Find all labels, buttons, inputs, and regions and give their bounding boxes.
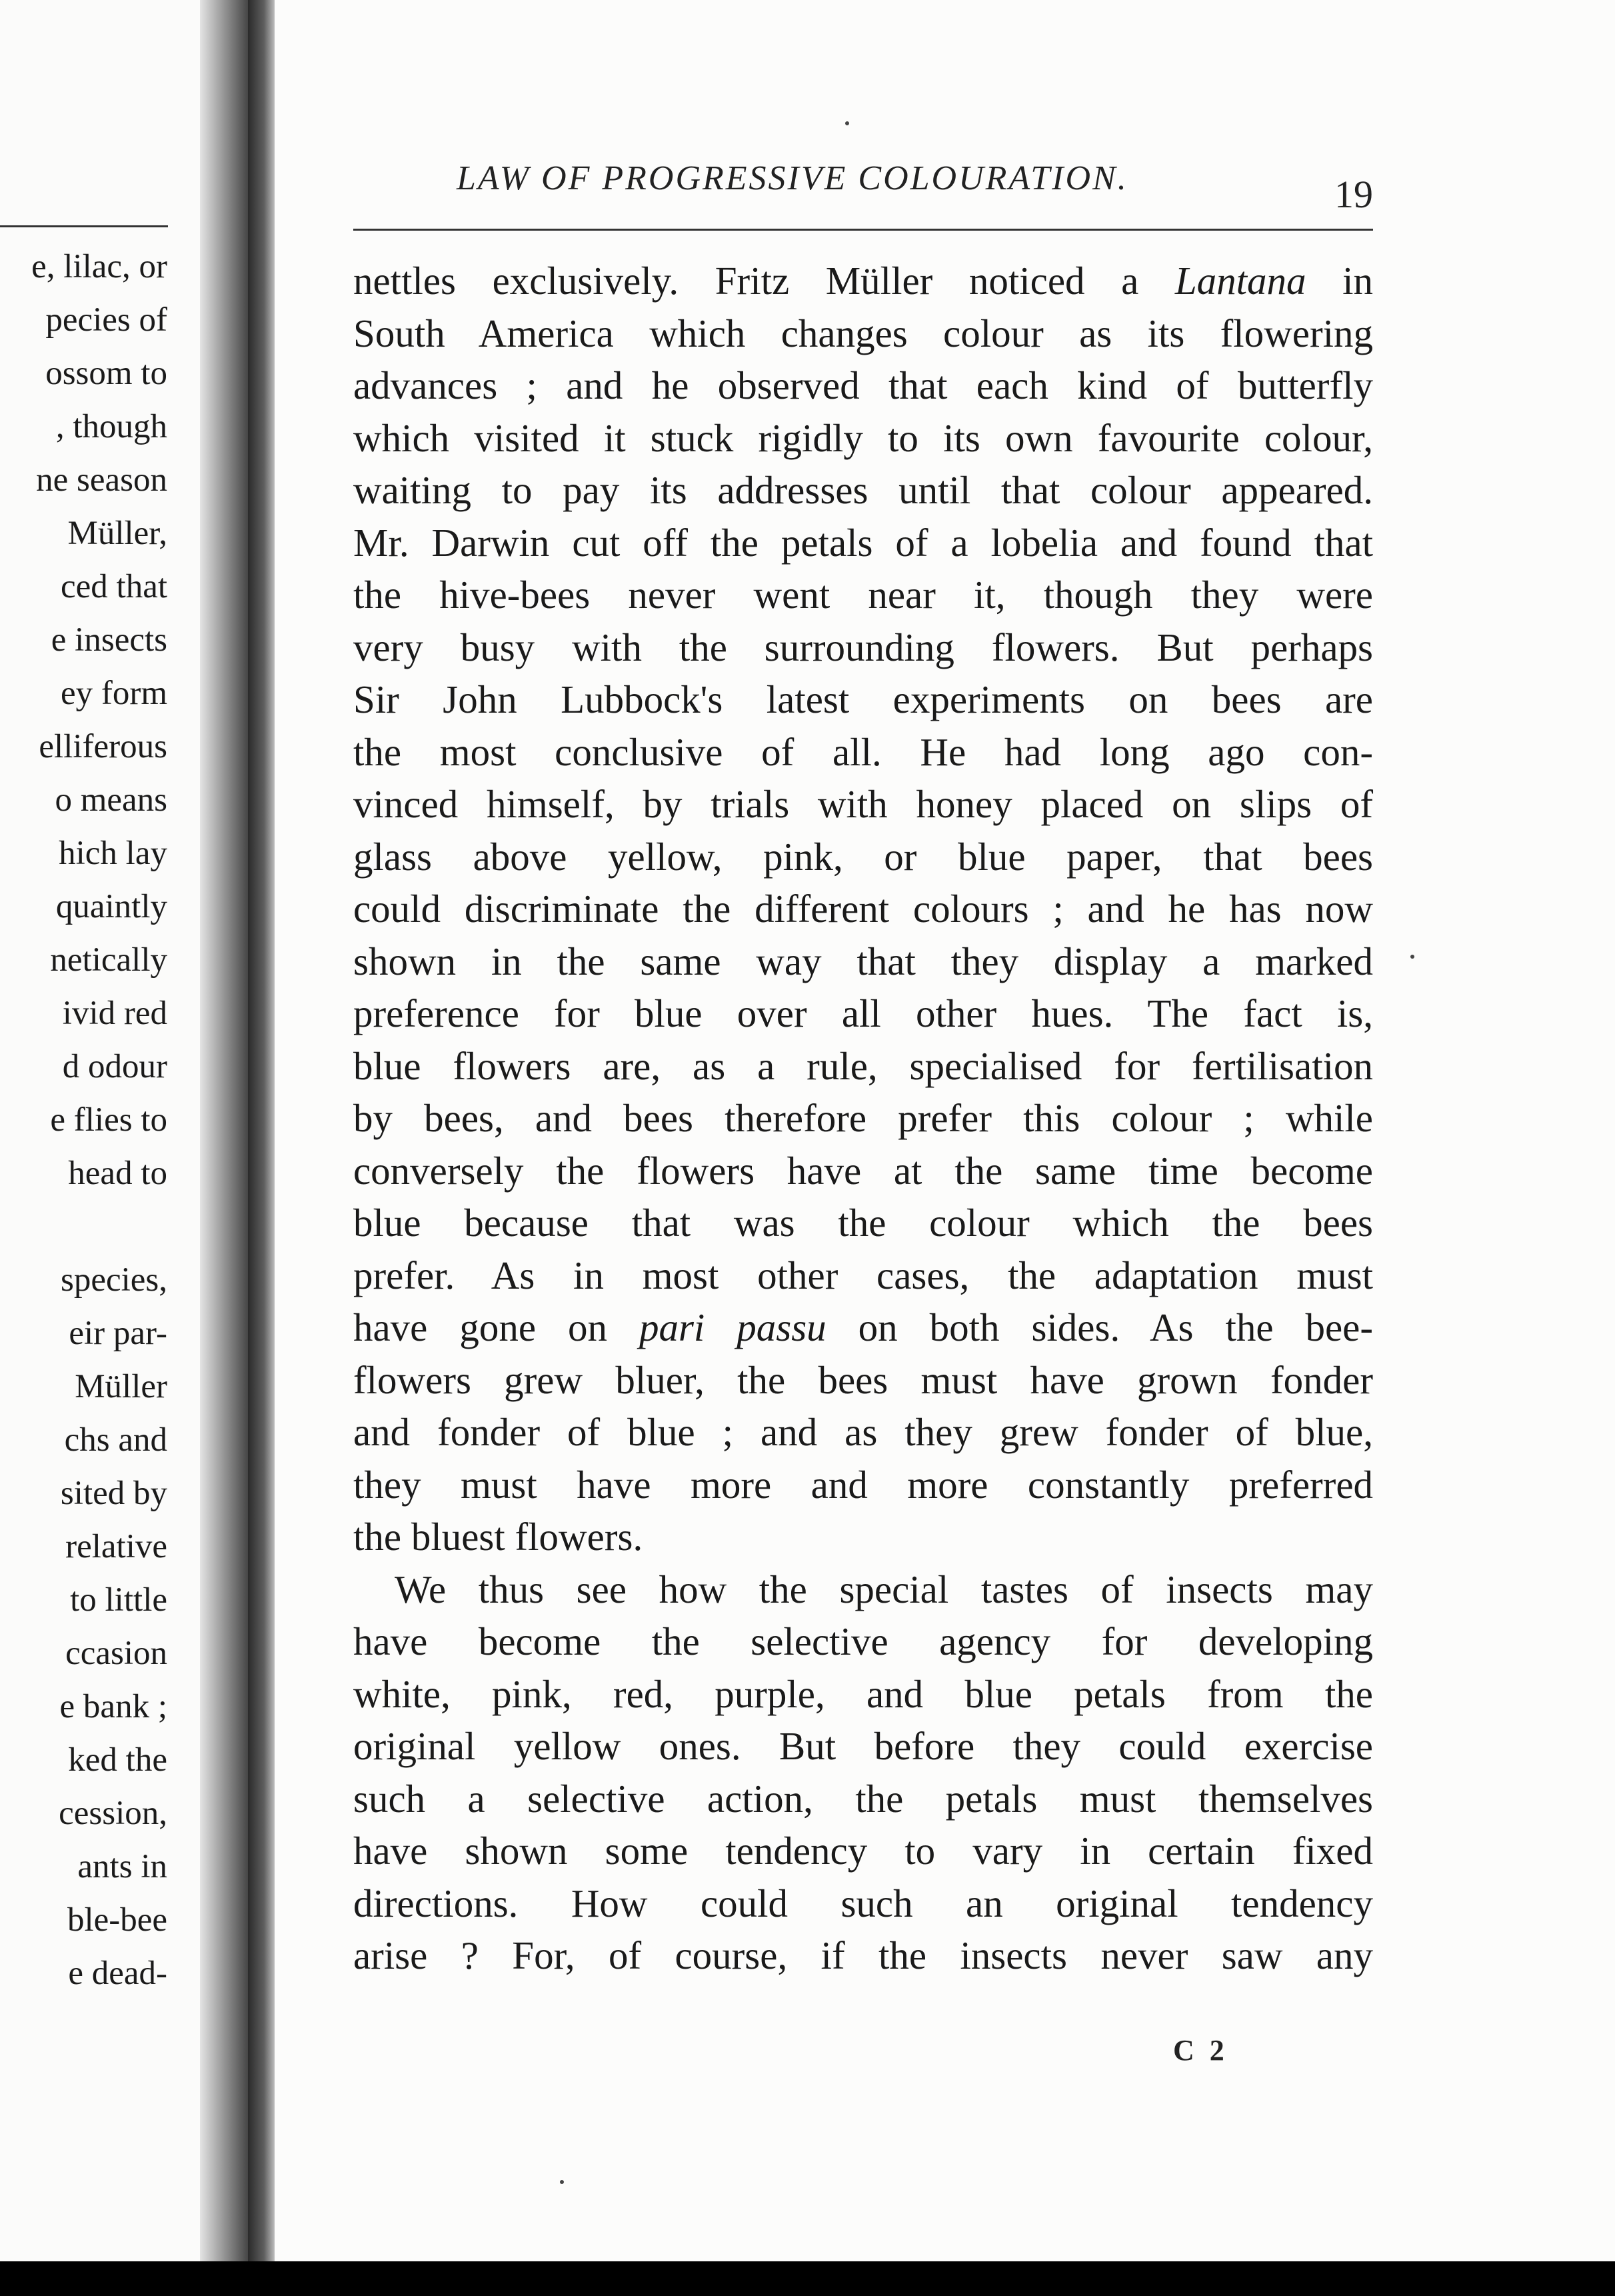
text-run: have gone on <box>353 1305 639 1349</box>
text-line <box>353 1929 1373 1982</box>
italic-term: Lantana <box>1174 259 1306 303</box>
text-line <box>353 1040 1373 1093</box>
left-page-line <box>0 1200 167 1253</box>
text-run: on both sides. As the bee- <box>826 1305 1373 1349</box>
text-line <box>353 726 1373 779</box>
signature-mark: C 2 <box>1173 2034 1228 2067</box>
text-run: Sir John Lubbock's latest experiments on bees are <box>353 677 1373 721</box>
text-line <box>353 464 1373 517</box>
text-run: white, pink, red, purple, and blue petals from the <box>353 1671 1373 1716</box>
paper-speck <box>845 121 849 125</box>
text-run: and fonder of blue ; and as they grew fonder of blue, <box>353 1410 1373 1454</box>
left-page-line: ked the <box>68 1741 167 1779</box>
text-line <box>353 673 1373 726</box>
left-page-line: e bank ; <box>59 1688 167 1725</box>
text-run: preference for blue over all other hues. The fact is, <box>353 991 1373 1035</box>
left-page-line: ants in <box>77 1848 167 1885</box>
left-page-line: head to <box>68 1155 167 1192</box>
text-run: We thus see how the special tastes of insects may <box>395 1567 1373 1611</box>
left-page-line: ced that <box>61 568 167 605</box>
text-line <box>353 831 1373 883</box>
left-page-line: quaintly <box>55 888 167 925</box>
text-line <box>353 569 1373 621</box>
text-line <box>353 517 1373 569</box>
text-run: have shown some tendency to vary in certain fixed <box>353 1829 1373 1873</box>
text-run: could discriminate the different colours ; and he has now <box>353 887 1373 931</box>
left-page-line: chs and <box>64 1421 167 1459</box>
left-page-line: Müller <box>75 1368 167 1405</box>
text-line <box>353 307 1373 360</box>
left-page-line: relative <box>65 1528 167 1565</box>
text-line <box>353 1301 1373 1354</box>
left-page-line: to little <box>70 1581 167 1619</box>
left-page-line: ey form <box>60 675 167 712</box>
text-run: such a selective action, the petals must themselves <box>353 1776 1373 1821</box>
left-page-line: Müller, <box>67 515 167 552</box>
left-page-line: ivid red <box>62 995 167 1032</box>
text-run: directions. How could such an original tendency <box>353 1881 1373 1925</box>
text-run: South America which changes colour as its flowering <box>353 311 1373 355</box>
paper-speck <box>1410 955 1414 959</box>
left-page-line: ossom to <box>45 355 167 392</box>
left-page-line: cession, <box>59 1795 167 1832</box>
text-run: the most conclusive of all. He had long ago con- <box>353 729 1373 774</box>
paper-speck <box>560 2180 564 2184</box>
left-page-line: ccasion <box>65 1635 167 1672</box>
text-line <box>353 1668 1373 1721</box>
left-page-line: d odour <box>62 1048 167 1085</box>
text-line <box>353 1459 1373 1511</box>
text-line <box>353 1877 1373 1930</box>
text-run: vinced himself, by trials with honey placed on slips of <box>353 782 1373 826</box>
italic-term: pari passu <box>639 1305 826 1349</box>
left-page-rule <box>0 225 168 227</box>
text-run: nettles exclusively. Fritz Müller noticed a <box>353 259 1175 303</box>
left-page-line: e insects <box>51 621 167 659</box>
text-line <box>353 1825 1373 1877</box>
header-rule <box>353 229 1373 231</box>
left-page-line: sited by <box>60 1475 167 1512</box>
text-line <box>353 359 1373 412</box>
text-run: blue flowers are, as a rule, specialised for fertilisation <box>353 1043 1373 1088</box>
text-run: have become the selective agency for developing <box>353 1619 1373 1663</box>
text-run: glass above yellow, pink, or blue paper, that bees <box>353 834 1373 879</box>
text-line <box>353 883 1373 935</box>
text-line <box>353 1406 1373 1459</box>
text-run: the hive-bees never went near it, though they were <box>353 573 1373 617</box>
text-line <box>353 1197 1373 1249</box>
text-line <box>353 935 1373 988</box>
text-line <box>353 255 1373 307</box>
text-line <box>353 621 1373 674</box>
left-page-line: pecies of <box>45 301 167 339</box>
text-run: arise ? For, of course, if the insects never saw any <box>353 1933 1373 1977</box>
left-page-line: species, <box>60 1261 167 1299</box>
text-run: flowers grew bluer, the bees must have grown fonder <box>353 1357 1373 1402</box>
text-run: in <box>1306 259 1373 303</box>
left-page-line: elliferous <box>39 728 167 765</box>
text-run: shown in the same way that they display a marked <box>353 939 1373 983</box>
left-page-line: e flies to <box>50 1101 167 1139</box>
text-run: waiting to pay its addresses until that colour appeared. <box>353 468 1373 512</box>
text-run: which visited it stuck rigidly to its own favourite colour, <box>353 415 1373 460</box>
text-line <box>353 1092 1373 1145</box>
text-run: prefer. As in most other cases, the adaptation must <box>353 1253 1373 1297</box>
left-page-line: ne season <box>36 461 167 499</box>
text-run: blue because that was the colour which the bees <box>353 1201 1373 1245</box>
text-line <box>353 1249 1373 1302</box>
text-line <box>353 1511 1373 1563</box>
text-run: conversely the flowers have at the same time become <box>353 1148 1373 1193</box>
left-page-line: eir par- <box>69 1315 167 1352</box>
page-number: 19 <box>1334 173 1373 216</box>
scan-bottom-edge <box>0 2261 1615 2296</box>
text-run: they must have more and more constantly preferred <box>353 1462 1373 1507</box>
text-line <box>353 778 1373 831</box>
text-line <box>353 1354 1373 1407</box>
text-line <box>353 1720 1373 1773</box>
text-line <box>353 1145 1373 1197</box>
text-run: advances ; and he observed that each kind of butterfly <box>353 363 1373 407</box>
text-line <box>353 1563 1373 1616</box>
gutter-shadow <box>248 0 275 2296</box>
left-page-line: e, lilac, or <box>31 248 167 285</box>
left-page-line: netically <box>50 941 167 979</box>
left-page-line: ble-bee <box>67 1901 167 1939</box>
text-line <box>353 987 1373 1040</box>
page-body-text <box>353 255 1373 1982</box>
text-run: original yellow ones. But before they could exercise <box>353 1724 1373 1768</box>
running-head: LAW OF PROGRESSIVE COLOURATION. <box>457 159 1128 197</box>
text-run: Mr. Darwin cut off the petals of a lobelia and found that <box>353 520 1373 565</box>
text-run: very busy with the surrounding flowers. But perhaps <box>353 625 1373 669</box>
left-page-line: e dead- <box>68 1955 167 1992</box>
text-line <box>353 412 1373 465</box>
text-line <box>353 1615 1373 1668</box>
text-run: by bees, and bees therefore prefer this colour ; while <box>353 1096 1373 1140</box>
left-page-text <box>0 240 167 2000</box>
left-page-line: hich lay <box>59 835 167 872</box>
text-run: the bluest flowers. <box>353 1515 643 1559</box>
left-page-line: o means <box>55 781 167 819</box>
text-line <box>353 1773 1373 1825</box>
left-page-line: , though <box>55 408 167 445</box>
